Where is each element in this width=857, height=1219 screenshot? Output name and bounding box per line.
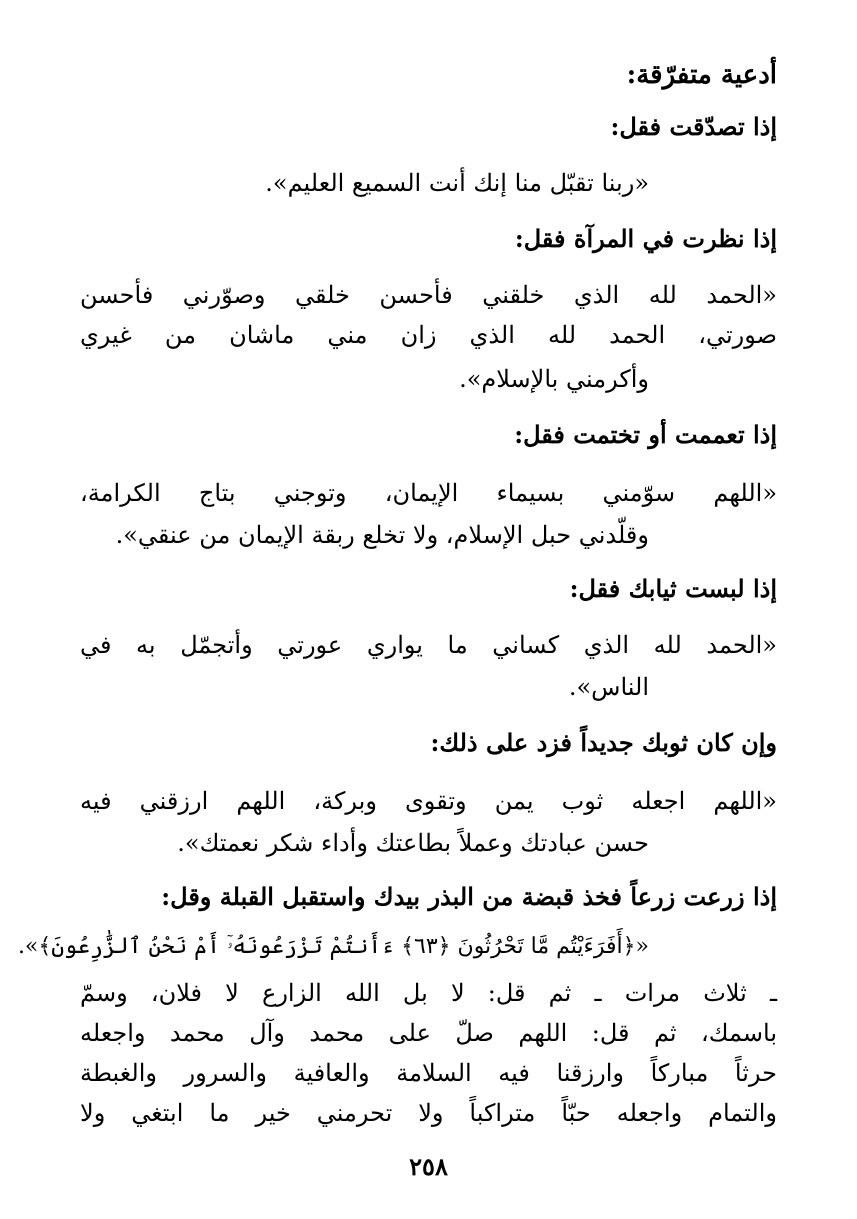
section-heading-charity: إذا تصدّقت فقل: [610, 112, 777, 141]
section-heading-turban: إذا تعممت أو تختمت فقل: [514, 420, 777, 449]
supplication-line: وأكرمني بالإسلام». [459, 365, 649, 393]
supplication-line: باسمك، ثم قل: اللهم صلّ على محمد وآل محمد واجعله [80, 1019, 777, 1047]
section-heading-planting: إذا زرعت زرعاً فخذ قبضة من البذر بيدك واستقبل القبلة وقل: [161, 882, 777, 911]
supplication-line: «ربنا تقبّل منا إنك أنت السميع العليم». [265, 169, 649, 197]
supplication-line: «الحمد لله الذي خلقني فأحسن خلقي وصوّرني فأحسن [80, 281, 777, 309]
section-heading-mirror: إذا نظرت في المرآة فقل: [514, 224, 777, 253]
section-heading-new-clothes: وإن كان ثوبك جديداً فزد على ذلك: [430, 728, 777, 757]
supplication-line: صورتي، الحمد لله الذي زان مني ماشان من غيري [80, 321, 777, 349]
supplication-line: «الحمد لله الذي كساني ما يواري عورتي وأتجمّل به في [80, 631, 777, 659]
supplication-line: «اللهم اجعله ثوب يمن وتقوى وبركة، اللهم ارزقني فيه [80, 787, 777, 815]
supplication-line: ـ ثلاث مرات ـ ثم قل: لا بل الله الزارع لا فلان، وسمّ [80, 979, 777, 1007]
supplication-line: وقلّدني حبل الإسلام، ولا تخلع ربقة الإيمان من عنقي». [115, 521, 649, 549]
section-heading-clothes: إذا لبست ثيابك فقل: [569, 574, 777, 603]
page-title: أدعية متفرّقة: [626, 60, 777, 90]
page-number: ٢٥٨ [409, 1152, 448, 1181]
supplication-line: الناس». [568, 673, 649, 701]
supplication-line: «اللهم سوّمني بسيماء الإيمان، وتوجني بتاج الكرامة، [80, 479, 777, 507]
supplication-line: حرثاً مباركاً وارزقنا فيه السلامة والعافية والسرور والغبطة [80, 1059, 777, 1087]
quran-verse-line: «﴿أَفَرَءَيْتُم مَّا تَحْرُثُونَ ﴿٦٣﴾ ءَأَنتُمْ تَزْرَعُونَهُۥٓ أَمْ نَحْنُ ٱلزَّٰرِعُونَ﴾». [17, 934, 649, 959]
supplication-line: حسن عبادتك وعملاً بطاعتك وأداء شكر نعمتك». [177, 829, 649, 857]
supplication-line: والتمام واجعله حبّاً متراكباً ولا تحرمني خير ما ابتغي ولا [80, 1099, 777, 1127]
